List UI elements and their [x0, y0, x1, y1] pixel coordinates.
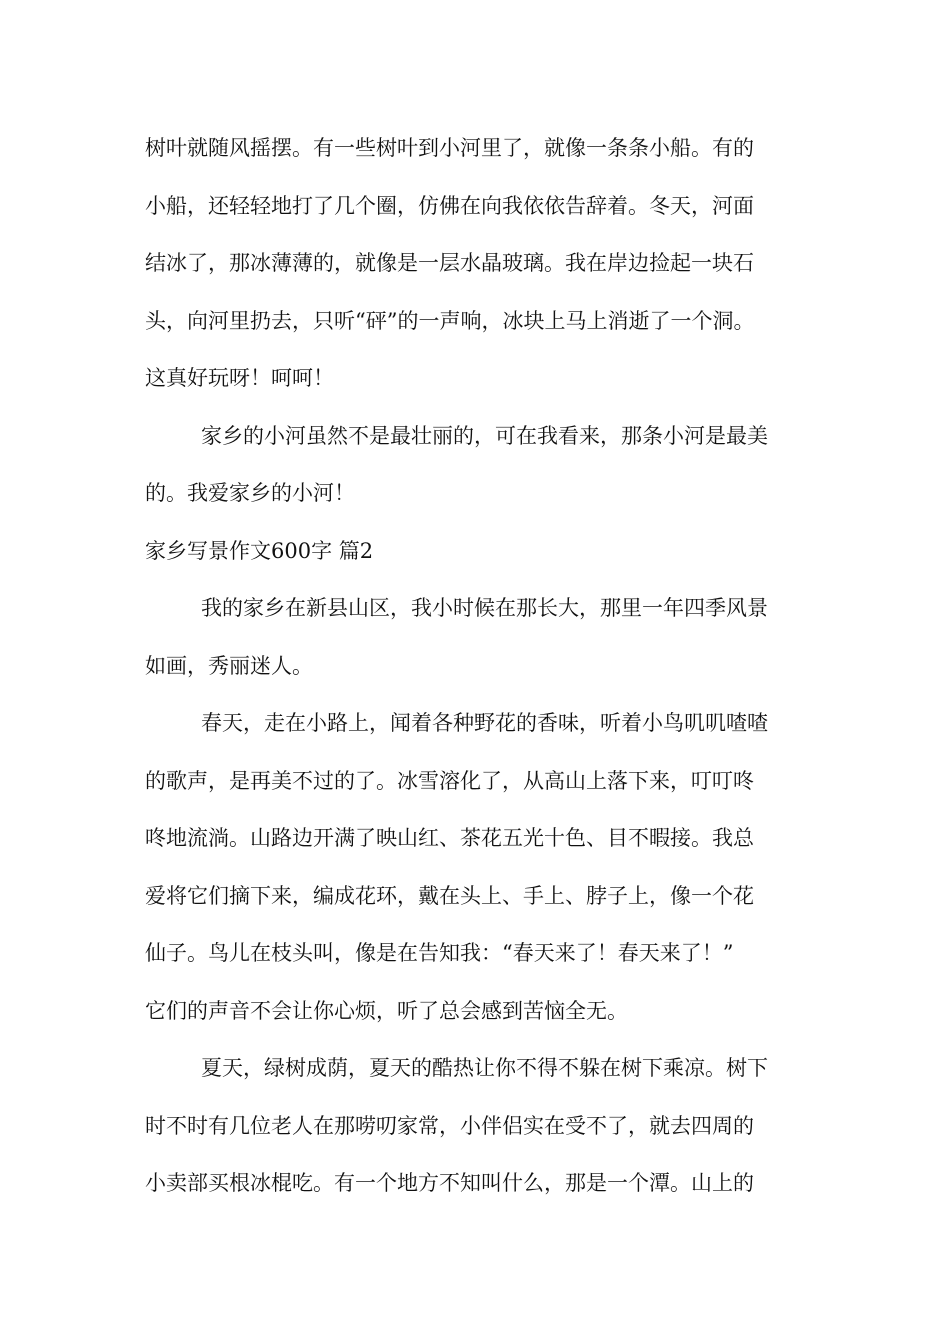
paragraph-line: 结冰了，那冰薄薄的，就像是一层水晶玻璃。我在岸边捡起一块石	[145, 251, 754, 275]
paragraph-2	[145, 416, 825, 531]
paragraph-line: 仙子。鸟儿在枝头叫，像是在告知我：“春天来了！春天来了！”	[145, 941, 734, 965]
paragraph-line: 的。我爱家乡的小河！	[145, 481, 355, 505]
paragraph-line: 如画，秀丽迷人。	[145, 653, 313, 678]
paragraph-3	[145, 588, 825, 703]
paragraph-line: 的歌声，是再美不过的了。冰雪溶化了，从高山上落下来，叮叮咚	[145, 768, 754, 793]
paragraph-line: 春天，走在小路上，闻着各种野花的香味，听着小鸟叽叽喳喳	[201, 711, 768, 735]
paragraph-line: 爱将它们摘下来，编成花环，戴在头上、手上、脖子上，像一个花	[145, 883, 754, 908]
paragraph-line: 头，向河里扔去，只听“砰”的一声响，冰块上马上消逝了一个洞。	[145, 308, 755, 333]
paragraph-line: 小卖部买根冰棍吃。有一个地方不知叫什么，那是一个潭。山上的	[145, 1171, 754, 1195]
paragraph-line: 它们的声音不会让你心烦，听了总会感到苦恼全无。	[145, 998, 628, 1023]
paragraph-line: 家乡的小河虽然不是最壮丽的，可在我看来，那条小河是最美	[201, 423, 768, 448]
paragraph-line: 我的家乡在新县山区，我小时候在那长大，那里一年四季风景	[201, 596, 768, 620]
section-heading: 家乡写景作文600字 篇2	[145, 538, 374, 563]
paragraph-line: 时不时有几位老人在那唠叨家常，小伴侣实在受不了，就去四周的	[145, 1113, 754, 1138]
paragraph-1	[145, 128, 825, 416]
paragraph-line: 小船，还轻轻地打了几个圈，仿佛在向我依依告辞着。冬天，河面	[145, 193, 754, 218]
paragraph-5	[145, 1048, 825, 1221]
paragraph-line: 这真好玩呀！呵呵！	[145, 366, 334, 390]
paragraph-line: 夏天，绿树成荫，夏天的酷热让你不得不躲在树下乘凉。树下	[201, 1056, 768, 1080]
paragraph-line: 树叶就随风摇摆。有一些树叶到小河里了，就像一条条小船。有的	[145, 136, 754, 160]
paragraph-4	[145, 703, 825, 1048]
paragraph-line: 咚地流淌。山路边开满了映山红、茶花五光十色、目不暇接。我总	[145, 826, 754, 850]
document-body	[145, 128, 825, 1221]
